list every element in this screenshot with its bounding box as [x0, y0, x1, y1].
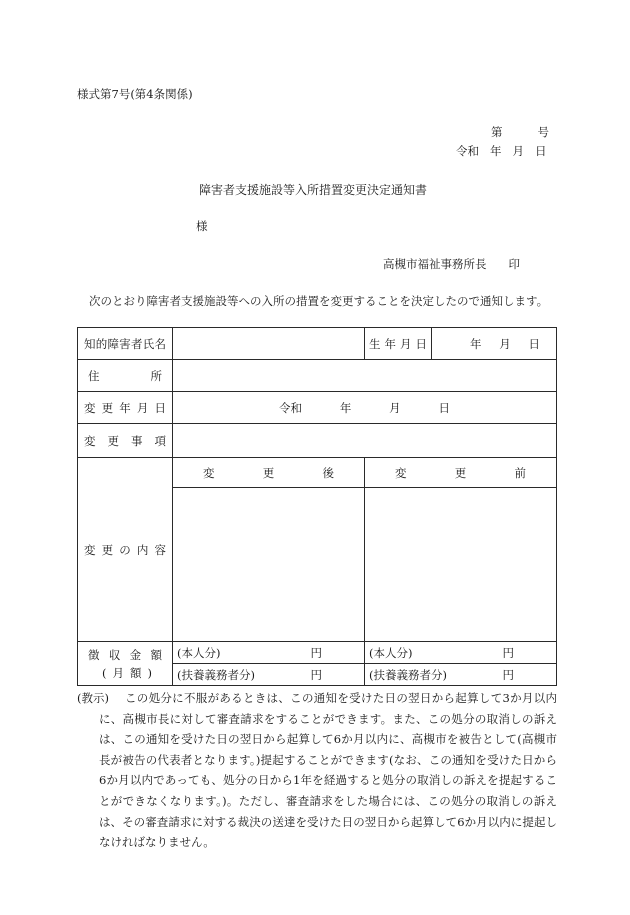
supporter-label-before: (扶養義務者分) [369, 667, 447, 682]
birth-value[interactable] [432, 328, 557, 360]
form-number: 様式第7号(第4条関係) [77, 87, 193, 101]
address-row [78, 360, 557, 392]
date-year: 年 [490, 144, 502, 158]
fee-row-self [78, 642, 557, 664]
document-title: 障害者支援施設等入所措置変更決定通知書 [199, 183, 428, 197]
change-content-label: 変更の内容 [84, 542, 166, 557]
date-month: 月 [512, 144, 524, 158]
name-label: 知的障害者氏名 [84, 336, 166, 351]
seal-mark: 印 [508, 257, 520, 271]
change-date-day: 日 [438, 400, 450, 415]
change-date-year: 年 [339, 400, 352, 415]
fee-supporter-after[interactable] [173, 664, 365, 686]
fee-self-before[interactable] [365, 642, 557, 664]
yen-supporter-before: 円 [502, 667, 515, 682]
birth-year: 年 [470, 336, 482, 351]
yen-self-after: 円 [310, 645, 322, 660]
date-era: 令和 [456, 144, 479, 158]
change-matter-row [78, 424, 557, 458]
issuer-name: 高槻市福祉事務所長 [383, 257, 487, 271]
address-label: 住所 [88, 368, 162, 383]
change-date-row [78, 392, 557, 424]
change-date-label: 変更年月日 [84, 400, 166, 415]
after-value[interactable] [173, 488, 365, 642]
self-label-before: (本人分) [369, 645, 413, 660]
number-suffix: 号 [537, 125, 549, 139]
issuer [383, 256, 520, 272]
date-day: 日 [535, 144, 547, 158]
appeal-notice-body: この処分に不服があるときは、この通知を受けた日の翌日から起算して3か月以内に、高槻市長に対して審査請求をすることができます。また、この処分の取消しの訴えは、この通知を受けた日の翌日から起算して6か月以内に、高槻市を被告として(高槻市長が被告の代表者となります。)提起することができます(なお、この通知を受けた日から6か月以内であっても、処分の日から1年を経過すると処分の取消しの訴えを提起することができなくなります。)。ただし、審査請求をした場合には、この処分の取消しの訴えは、その審査請求に対する裁決の送達を受けた日の翌日から起算して6か月以内に提起しなければなりません。 [99, 691, 557, 850]
birth-month: 月 [499, 336, 511, 351]
document-date [456, 143, 547, 159]
fee-label: 徴収金額 [88, 647, 162, 662]
notice-table [77, 327, 557, 686]
fee-self-after[interactable] [173, 642, 365, 664]
intro-text: 次のとおり障害者支援施設等への入所の措置を変更することを決定したので通知します。 [89, 294, 549, 308]
birth-label: 生年月日 [369, 336, 428, 351]
change-date-era: 令和 [279, 400, 302, 415]
before-label: 変更前 [395, 465, 527, 480]
document-number [491, 124, 549, 140]
number-prefix: 第 [491, 125, 503, 139]
yen-self-before: 円 [502, 645, 515, 660]
change-matter-label: 変更事項 [84, 433, 166, 448]
appeal-notice-heading: (教示) [77, 691, 109, 705]
yen-supporter-after: 円 [310, 667, 322, 682]
fee-supporter-before[interactable] [365, 664, 557, 686]
address-value[interactable] [173, 360, 557, 392]
fee-label-monthly: (月額) [102, 665, 152, 680]
addressee-suffix: 様 [196, 219, 208, 233]
name-row [78, 328, 557, 360]
self-label-after: (本人分) [177, 645, 221, 660]
change-date-value[interactable] [173, 392, 557, 424]
supporter-label-after: (扶養義務者分) [177, 667, 255, 682]
after-label: 変更後 [203, 465, 334, 480]
change-content-head-row [78, 458, 557, 488]
name-value[interactable] [173, 328, 365, 360]
birth-day: 日 [528, 336, 541, 351]
change-matter-value[interactable] [173, 424, 557, 458]
change-date-month: 月 [389, 400, 401, 415]
before-value[interactable] [365, 488, 557, 642]
